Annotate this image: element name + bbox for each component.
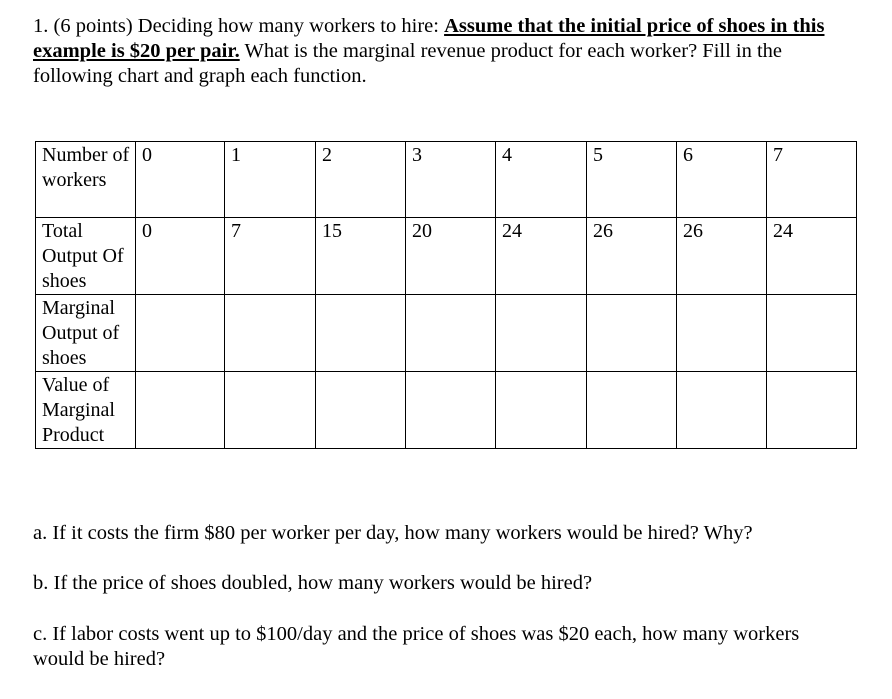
table-cell: 26: [587, 218, 677, 295]
table-cell: [406, 372, 496, 449]
table-row-marginal-output: [36, 295, 857, 372]
workers-table: [35, 141, 857, 449]
table-cell: [496, 295, 587, 372]
row-label: Total Output Of shoes: [36, 218, 136, 295]
question-emphasis: Assume that the initial price of shoes in this example is $20 per pair.: [33, 15, 825, 62]
table-cell: [677, 372, 767, 449]
table-cell: [316, 295, 406, 372]
table-cell: 7: [225, 218, 316, 295]
table-cell: [587, 295, 677, 372]
table-row-total-output: [36, 218, 857, 295]
table-cell: 1: [225, 142, 316, 218]
table-cell: 7: [767, 142, 857, 218]
table-cell: 6: [677, 142, 767, 218]
question-intro: [33, 14, 853, 89]
table-row-number-of-workers: [36, 142, 857, 218]
subquestion-c: c. If labor costs went up to $100/day and the price of shoes was $20 each, how many workers would be hired?: [33, 623, 800, 670]
table-cell: 15: [316, 218, 406, 295]
table-cell: 24: [496, 218, 587, 295]
table-cell: 2: [316, 142, 406, 218]
table-cell: [225, 295, 316, 372]
table-cell: [767, 295, 857, 372]
question-number-points: 1. (6 points): [33, 15, 138, 37]
table-cell: [136, 295, 225, 372]
table-cell: [136, 372, 225, 449]
question-lead: Deciding how many workers to hire:: [137, 15, 445, 37]
table-cell: 0: [136, 218, 225, 295]
table-cell: [677, 295, 767, 372]
table-cell: 26: [677, 218, 767, 295]
table-cell: 20: [406, 218, 496, 295]
table-row-value-of-marginal-product: [36, 372, 857, 449]
table-cell: [587, 372, 677, 449]
table-cell: [496, 372, 587, 449]
subquestion-b: b. If the price of shoes doubled, how many workers would be hired?: [33, 572, 593, 594]
row-label: Number of workers: [36, 142, 136, 218]
row-label: Marginal Output of shoes: [36, 295, 136, 372]
table-cell: 3: [406, 142, 496, 218]
row-label: Value of Marginal Product: [36, 372, 136, 449]
table-cell: 5: [587, 142, 677, 218]
question-rest: What is the marginal revenue product for each worker? Fill in the following chart and graph each function.: [33, 40, 783, 87]
table-cell: 24: [767, 218, 857, 295]
table-cell: [767, 372, 857, 449]
subquestion-a: a. If it costs the firm $80 per worker per day, how many workers would be hired? Why?: [33, 522, 753, 544]
table-cell: [316, 372, 406, 449]
table-cell: 4: [496, 142, 587, 218]
table-cell: 0: [136, 142, 225, 218]
table-cell: [225, 372, 316, 449]
table-cell: [406, 295, 496, 372]
